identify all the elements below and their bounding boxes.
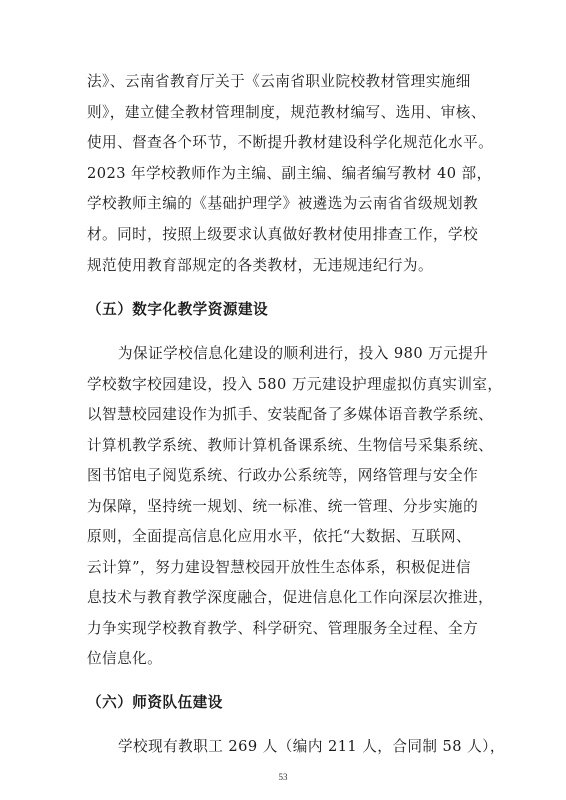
body-line: 云计算”，努力建设智慧校园开放性生态体系，积极促进信	[87, 559, 472, 576]
body-line: 位信息化。	[87, 650, 163, 667]
body-line: 则》，建立健全教材管理制度，规范教材编写、选用、审核、	[87, 104, 486, 121]
body-line: 原则，全面提高信息化应用水平，依托“大数据、互联网、	[87, 528, 472, 545]
page-number: 53	[278, 772, 288, 782]
body-line: 法》、云南省教育厅关于《云南省职业院校教材管理实施细	[87, 73, 471, 90]
body-line: 学校现有教职工 269 人（编内 211 人，合同制 58 人），	[118, 738, 505, 755]
body-line: 以智慧校园建设作为抓手、安装配备了多媒体语音教学系统、	[87, 406, 494, 423]
body-line: 为保证学校信息化建设的顺利进行，投入 980 万元提升	[118, 345, 489, 362]
body-line: 规范使用教育部规定的各类教材，无违规违纪行为。	[87, 257, 434, 274]
body-line: 使用、督查各个环节，不断提升教材建设科学化规范化水平。	[87, 134, 494, 151]
body-line: 2023 年学校教师作为主编、副主编、编者编写教材 40 部，	[87, 165, 492, 182]
body-line: 为保障，坚持统一规划、统一标准、统一管理、分步实施的	[87, 498, 479, 515]
section-heading-6: （六）师资队伍建设	[87, 694, 223, 711]
body-line: 学校教师主编的《基础护理学》被遴选为云南省省级规划教	[87, 195, 479, 212]
body-line: 图书馆电子阅览系统、行政办公系统等，网络管理与安全作	[87, 467, 479, 484]
body-line: 材。同时，按照上级要求认真做好教材使用排查工作，学校	[87, 226, 479, 243]
section-heading-5: （五）数字化教学资源建设	[87, 301, 269, 318]
body-line: 力争实现学校教育教学、科学研究、管理服务全过程、全方	[87, 620, 479, 637]
body-line: 息技术与教育教学深度融合，促进信息化工作向深层次推进，	[87, 589, 494, 606]
body-line: 计算机教学系统、教师计算机备课系统、生物信号采集系统、	[87, 437, 494, 454]
body-line: 学校数字校园建设，投入 580 万元建设护理虚拟仿真实训室，	[87, 376, 503, 393]
